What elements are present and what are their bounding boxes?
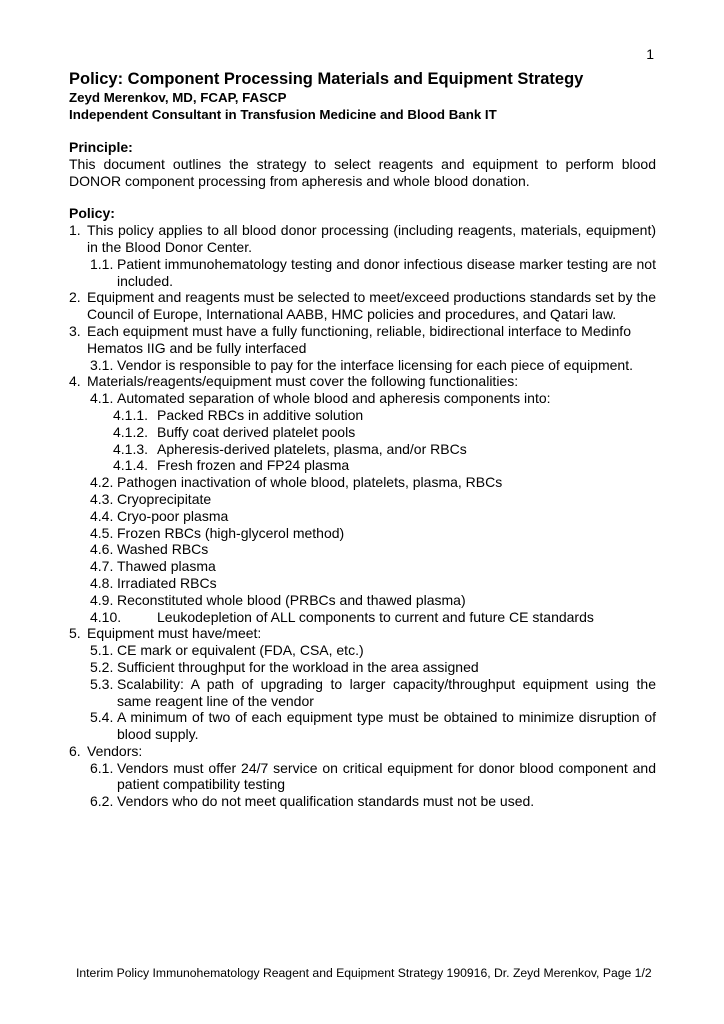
list-item: 4.2. Pathogen inactivation of whole blood, platelets, plasma, RBCs: [90, 474, 503, 491]
list-item: 4.8. Irradiated RBCs: [90, 574, 217, 591]
author-affiliation: Independent Consultant in Transfusion Medicine and Blood Bank IT: [69, 107, 497, 122]
list-item: 4.1.1. Packed RBCs in additive solution: [113, 406, 364, 423]
policy-heading: Policy:: [69, 205, 115, 222]
author-name: Zeyd Merenkov, MD, FCAP, FASCP: [69, 90, 287, 105]
page-number: 1: [646, 46, 654, 62]
list-item: 5.2. Sufficient throughput for the workload in the area assigned: [90, 658, 479, 675]
list-item: 4.10. Leukodepletion of ALL components to current and future CE standards: [90, 608, 594, 625]
principle-heading: Principle:: [69, 139, 133, 155]
list-item: 5.4. A minimum of two of each equipment type must be obtained to minimize disruption of blood supply.: [90, 709, 656, 743]
list-item: 5.3. Scalability: A path of upgrading to larger capacity/throughput equipment using the same reagent line of the vendor: [90, 675, 656, 709]
list-item: 4.3. Cryoprecipitate: [90, 490, 212, 507]
list-item: 4.9. Reconstituted whole blood (PRBCs and thawed plasma): [90, 591, 466, 608]
list-item: 4.7. Thawed plasma: [90, 558, 216, 575]
list-item: 6.2. Vendors who do not meet qualification standards must not be used.: [90, 793, 535, 810]
list-item: 6.1. Vendors must offer 24/7 service on critical equipment for donor blood component and patient compatibility testing: [90, 759, 656, 793]
list-item: 4.1.4. Fresh frozen and FP24 plasma: [113, 457, 350, 474]
policy-list: [69, 222, 656, 810]
list-item: 4.1. Automated separation of whole blood and apheresis components into:: [90, 390, 551, 407]
list-item: 4.1.3. Apheresis-derived platelets, plasma, and/or RBCs: [113, 440, 467, 457]
list-item: 3. Each equipment must have a fully functioning, reliable, bidirectional interface to Medinfo Hematos IIG and be fully interfaced: [69, 322, 631, 356]
list-item: 4.5. Frozen RBCs (high-glycerol method): [90, 524, 345, 541]
list-item: 4.6. Washed RBCs: [90, 541, 209, 558]
document-body: [69, 69, 656, 810]
list-item: 4.1.2. Buffy coat derived platelet pools: [113, 423, 356, 440]
list-item: 1.1. Patient immunohematology testing and donor infectious disease marker testing are not included.: [90, 255, 656, 289]
list-item: 3.1. Vendor is responsible to pay for the interface licensing for each piece of equipment.: [90, 356, 633, 373]
document-title: Policy: Component Processing Materials and Equipment Strategy: [69, 70, 584, 88]
page-footer: Interim Policy Immunohematology Reagent and Equipment Strategy 190916, Dr. Zeyd Merenkov, Page 1/2: [76, 966, 652, 980]
list-item: 1. This policy applies to all blood donor processing (including reagents, materials, equipment) in the Blood Donor Center.: [69, 222, 656, 255]
list-item: 2. Equipment and reagents must be selected to meet/exceed productions standards set by the Council of Europe, International AABB, HMC policies and procedures, and Qatari law.: [69, 289, 656, 323]
list-item: 5.1. CE mark or equivalent (FDA, CSA, etc.): [90, 642, 364, 659]
list-item: 5. Equipment must have/meet:: [69, 625, 262, 642]
list-item: 4.4. Cryo-poor plasma: [90, 507, 229, 524]
principle-text: This document outlines the strategy to select reagents and equipment to perform blood DONOR component processing from apheresis and whole blood donation.: [69, 155, 656, 189]
list-item: 6. Vendors:: [69, 742, 143, 759]
list-item: 4. Materials/reagents/equipment must cover the following functionalities:: [69, 373, 519, 390]
